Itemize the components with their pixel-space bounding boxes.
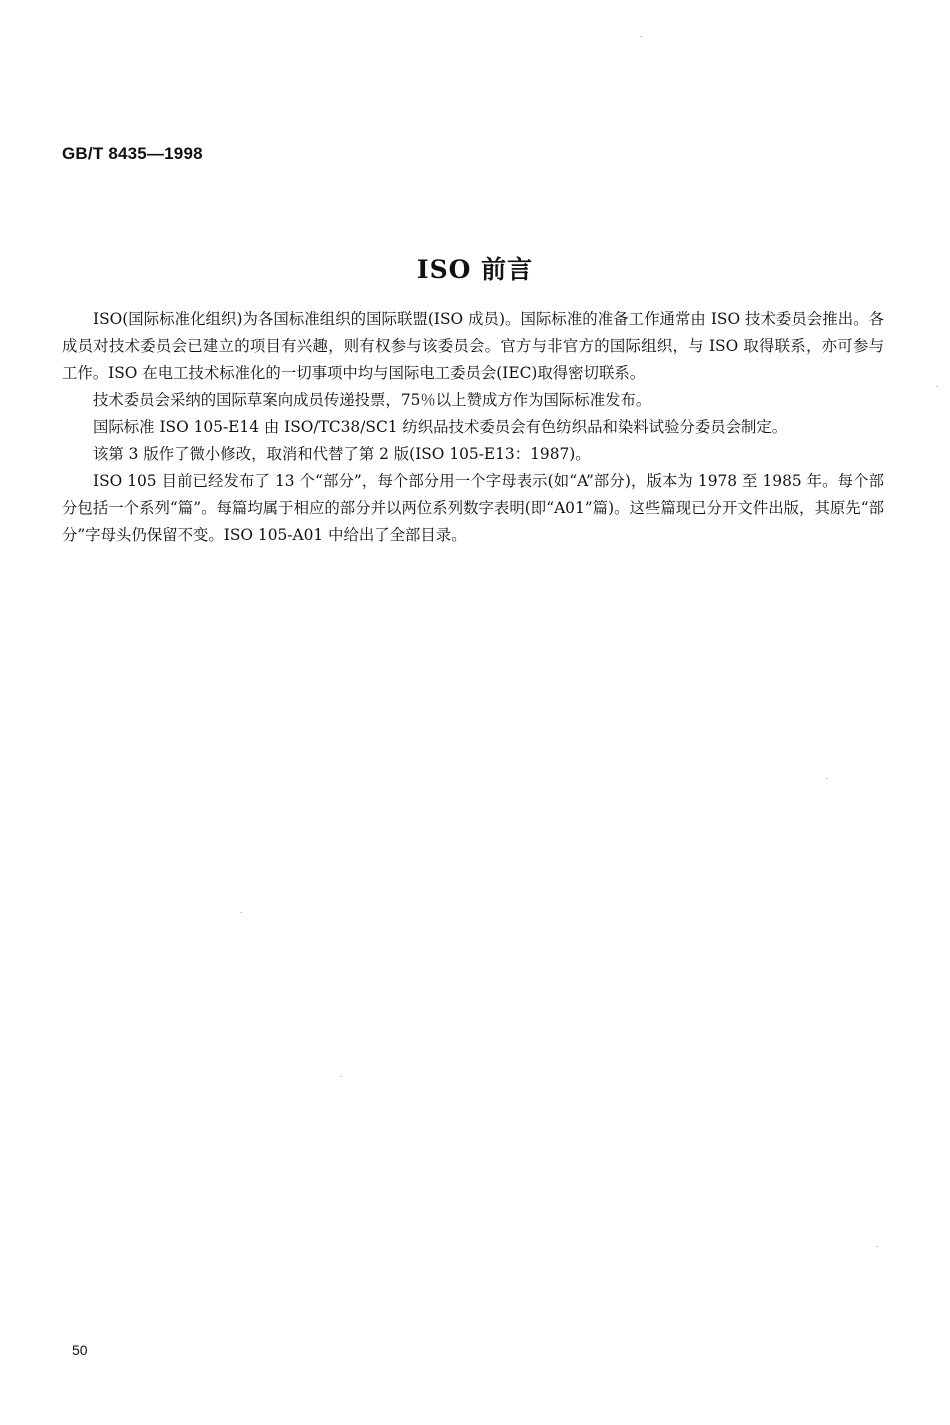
page-number: 50 [72,1342,88,1358]
paragraph-iso-intro: ISO(国际标准化组织)为各国标准组织的国际联盟(ISO 成员)。国际标准的准备工作通常由 ISO 技术委员会推出。各成员对技术委员会已建立的项目有兴趣，则有权参与该委员会。官方与非官方的国际组织，与 ISO 取得联系，亦可参与工作。ISO 在电工技术标准化的一切事项中均与国际电工委员会(IEC)取得密切联系。 [62,310,884,382]
scan-speck [936,386,938,387]
paragraph-edition: 该第 3 版作了微小修改，取消和代替了第 2 版(ISO 105-E13：1987)。 [93,445,591,463]
scan-speck [826,778,828,779]
scan-speck [240,912,242,913]
scan-speck [876,1246,878,1247]
scan-speck [340,1076,342,1077]
paragraph-voting: 技术委员会采纳的国际草案向成员传递投票，75％以上赞成方作为国际标准发布。 [93,391,652,409]
paragraph-committee: 国际标准 ISO 105-E14 由 ISO/TC38/SC1 纺织品技术委员会有色纺织品和染料试验分委员会制定。 [93,418,788,436]
scan-speck [640,36,642,37]
foreword-body [62,306,884,549]
section-title: ISO 前言 [416,255,534,284]
paragraph-parts: ISO 105 目前已经发布了 13 个“部分”，每个部分用一个字母表示(如“A”部分)，版本为 1978 至 1985 年。每个部分包括一个系列“篇”。每篇均属于相应的部分并以两位系列数字表明(即“A01”篇)。这些篇现已分开文件出版，其原先“部分”字母头仍保留不变。ISO 105-A01 中给出了全部目录。 [62,472,884,544]
standard-code: GB/T 8435—1998 [62,144,203,163]
